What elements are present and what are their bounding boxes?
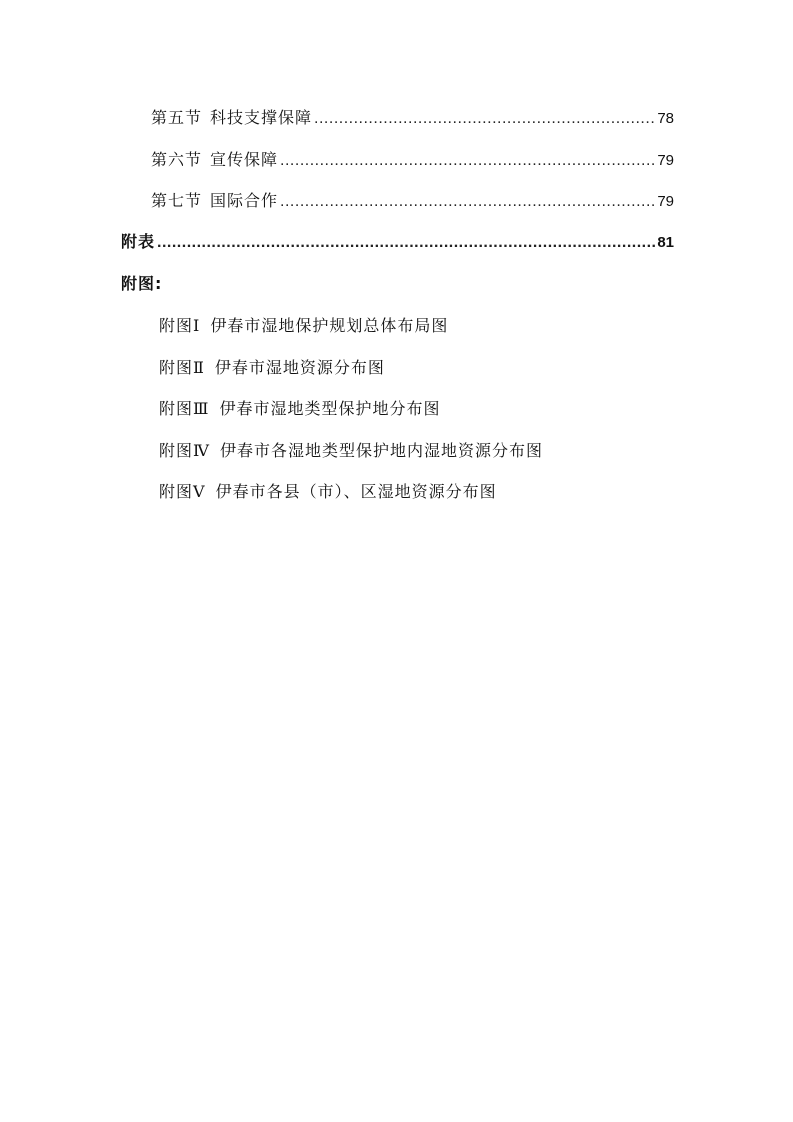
figure-title: 伊春市各县（市）、区湿地资源分布图 <box>215 482 497 501</box>
toc-leader-dots <box>280 191 655 213</box>
toc-section-label: 第七节 <box>151 191 203 210</box>
figure-entry-4[interactable] <box>159 440 543 462</box>
toc-section-title: 科技支撑保障 <box>210 108 313 127</box>
figure-entry-1[interactable] <box>159 315 448 337</box>
appendix-figures-heading: 附图: <box>121 274 163 293</box>
toc-section-label: 第五节 <box>151 108 203 127</box>
toc-entry-section-6[interactable] <box>151 149 674 172</box>
figure-title: 伊春市湿地类型保护地分布图 <box>219 399 441 418</box>
toc-page-number: 79 <box>657 152 674 169</box>
toc-leader-dots <box>314 108 655 130</box>
toc-leader-dots <box>280 150 655 172</box>
toc-section-label: 第六节 <box>151 150 203 169</box>
figure-label: 附图Ⅰ <box>159 316 201 335</box>
figure-label: 附图Ⅴ <box>159 482 206 501</box>
figure-title: 伊春市湿地保护规划总体布局图 <box>210 316 449 335</box>
toc-leader-dots <box>157 232 655 254</box>
toc-page-number: 79 <box>657 193 674 210</box>
figure-title: 伊春市各湿地类型保护地内湿地资源分布图 <box>220 441 544 460</box>
figure-label: 附图Ⅳ <box>159 441 210 460</box>
toc-section-title: 国际合作 <box>210 191 279 210</box>
toc-entry-appendix-table[interactable] <box>121 231 674 254</box>
toc-page-number: 78 <box>657 110 674 127</box>
toc-chapter-title: 附表 <box>121 232 156 251</box>
figure-entry-2[interactable] <box>159 357 385 379</box>
toc-section-title: 宣传保障 <box>210 150 279 169</box>
figure-label: 附图Ⅲ <box>159 399 210 418</box>
toc-entry-section-5[interactable] <box>151 107 674 130</box>
toc-page-number: 81 <box>657 234 674 251</box>
toc-entry-section-7[interactable] <box>151 190 674 213</box>
figure-entry-3[interactable] <box>159 398 440 420</box>
figure-label: 附图Ⅱ <box>159 358 205 377</box>
figure-title: 伊春市湿地资源分布图 <box>214 358 385 377</box>
figure-entry-5[interactable] <box>159 481 497 503</box>
